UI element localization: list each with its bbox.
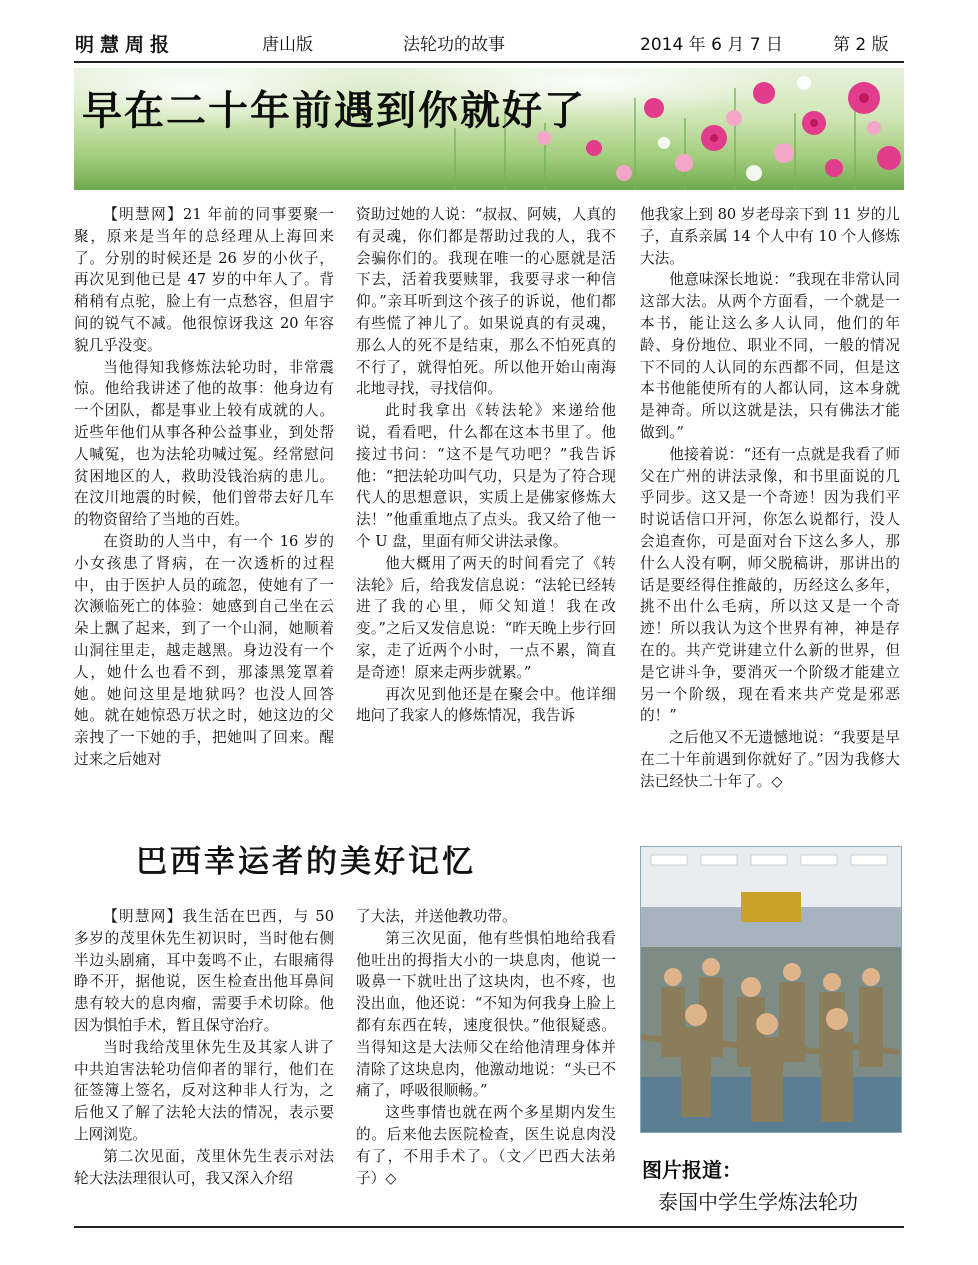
students-exercise-photo — [641, 847, 901, 1132]
paragraph: 了大法，并送他教功带。 — [356, 908, 517, 925]
article2-title: 巴西幸运者的美好记忆 — [136, 844, 476, 880]
article1-title: 早在二十年前遇到你就好了 — [82, 87, 586, 134]
paragraph: 他接着说：“还有一点就是我看了师父在广州的讲法录像，和书里面说的几乎同步。这又是一个奇迹！因为我们平时说话信口开河，你怎么说都行，没人会追查你，可是面对台下这么多人，那什么人没有啊，师父脱稿讲，那讲出的话是要经得住推敲的，历经这么多年，挑不出什么毛病，所以这又是一个奇迹！所以我认为这个世界有神，神是存在的。共产党讲建立什么新的世界，但是它讲斗争，要消灭一个阶级才能建立另一个阶级，现在看来共产党是邪恶的！” — [640, 445, 900, 725]
article1-column-1 — [74, 204, 334, 771]
paragraph: 他大概用了两天的时间看完了《转法轮》后，给我发信息说：“法轮已经转进了我的心里，师父知道！我在改变。”之后又发信息说：“昨天晚上步行回家，走了近两个小时，一点不累，简直是奇迹！原来走两步就累。” — [356, 554, 616, 681]
footer-rule — [74, 1226, 904, 1228]
issue-date: 2014 年 6 月 7 日 — [640, 35, 783, 55]
paragraph: 之后他又不无遗憾地说：“我要是早在二十年前遇到你就好了。”因为我修大法已经快二十年了。◇ — [640, 729, 900, 790]
article2-column-1 — [74, 906, 334, 1189]
paragraph: 他我家上到 80 岁老母亲下到 11 岁的儿子，直系亲属 14 个人中有 10 个人修炼大法。 — [640, 206, 901, 267]
paragraph: 【明慧网】我生活在巴西，与 50 多岁的茂里休先生初识时，当时他右侧半边头剧痛，耳中轰鸣不止，右眼痛得睁不开，据他说，医生检查出他耳鼻间患有较大的息肉瘤，需要手术切除。他因为惧怕手术，暂且保守治疗。 — [74, 908, 334, 1034]
header-rule — [74, 61, 904, 63]
paragraph: 此时我拿出《转法轮》来递给他说，看看吧，什么都在这本书里了。他接过书问：“这不是气功吧？”我告诉他：“把法轮功叫气功，只是为了符合现代人的思想意识，实质上是佛家修炼大法！”他重重地点了点头。我又给了他一个 U 盘，里面有师父讲法录像。 — [356, 402, 616, 550]
article1-banner — [74, 68, 904, 190]
paragraph: 这些事情也就在两个多星期内发生的。后来他去医院检查，医生说息肉没有了，不用手术了。（文／巴西大法弟子）◇ — [356, 1104, 616, 1187]
paragraph: 在资助的人当中，有一个 16 岁的小女孩患了肾病，在一次透析的过程中，由于医护人员的疏忽，使她有了一次濒临死亡的体验：她感到自己坐在云朵上飘了起来，到了一个山洞，她顺着山洞往里走，越走越黑。身边没有一个人，她什么也看不到，那漆黑笼罩着她。她问这里是地狱吗？也没人回答她。就在她惊恐万状之时，她这边的父亲拽了一下她的手，把她叫了回来。醒过来之后她对 — [74, 532, 334, 768]
photo-report-image — [640, 846, 902, 1133]
column-title: 法轮功的故事 — [403, 35, 505, 55]
article2-column-2 — [356, 906, 616, 1189]
paragraph: 第二次见面，茂里休先生表示对法轮大法法理很认可，我又深入介绍 — [74, 1147, 334, 1187]
paragraph: 再次见到他还是在聚会中。他详细地问了我家人的修炼情况，我告诉 — [356, 685, 616, 725]
article1-column-2 — [356, 204, 616, 727]
paragraph: 他意味深长地说：“我现在非常认同这部大法。从两个方面看，一个就是一本书，能让这么多人认同，他们的年龄、身份地位、职业不同，一般的情况下不同的人认同的东西都不同，但是这本书他能使所有的人都认同，这本身就是神奇。所以这就是法，只有佛法才能做到。” — [640, 271, 900, 441]
edition-label: 唐山版 — [262, 35, 313, 55]
page-number: 第 2 版 — [833, 35, 889, 55]
photo-report-label: 图片报道： — [642, 1158, 742, 1182]
paper-name: 明慧周报 — [75, 34, 176, 56]
article1-column-3 — [640, 204, 900, 793]
paragraph: 当时我给茂里休先生及其家人讲了中共迫害法轮功信仰者的罪行，他们在征签簿上签名，反对这种非人行为，之后他又了解了法轮大法的情况，表示要上网浏览。 — [74, 1038, 334, 1143]
paragraph: 当他得知我修炼法轮功时，非常震惊。他给我讲述了他的故事：他身边有一个团队，都是事业上较有成就的人。近些年他们从事各种公益事业，到处帮人喊冤，也为法轮功喊过冤。经常慰问贫困地区的人，救助没钱治病的患儿。在汶川地震的时候，他们曾带去好几车的物资留给了当地的百姓。 — [74, 358, 334, 529]
photo-report-caption: 泰国中学生学炼法轮功 — [658, 1190, 858, 1214]
paragraph: 第三次见面，他有些惧怕地给我看他吐出的拇指大小的一块息肉，他说一吸鼻一下就吐出了这块肉，也不疼，也没出血，他还说：“不知为何我身上脸上都有东西在转，速度很快。”他很疑惑。当得知这是大法师父在给他清理身体并清除了这块息肉，他激动地说：“头已不痛了，呼吸很顺畅。” — [356, 929, 616, 1100]
paragraph: 资助过她的人说：“叔叔、阿姨，人真的有灵魂，你们都是帮助过我的人，我不会骗你们的。我现在唯一的心愿就是活下去，活着我要赎罪，我要寻求一种信仰。”亲耳听到这个孩子的诉说，他们都有些慌了神儿了。如果说真的有灵魂，那么人的死不是结束，那么不怕死真的不行了，就得怕死。所以他开始山南海北地寻找，寻找信仰。 — [356, 206, 616, 398]
paragraph: 【明慧网】21 年前的同事要聚一聚，原来是当年的总经理从上海回来了。分别的时候还是 26 岁的小伙子，再次见到他已是 47 岁的中年人了。背稍稍有点驼，脸上有一点愁容，但眉宇间的锐气不减。他很惊讶我这 20 年容貌几乎没变。 — [74, 206, 334, 354]
